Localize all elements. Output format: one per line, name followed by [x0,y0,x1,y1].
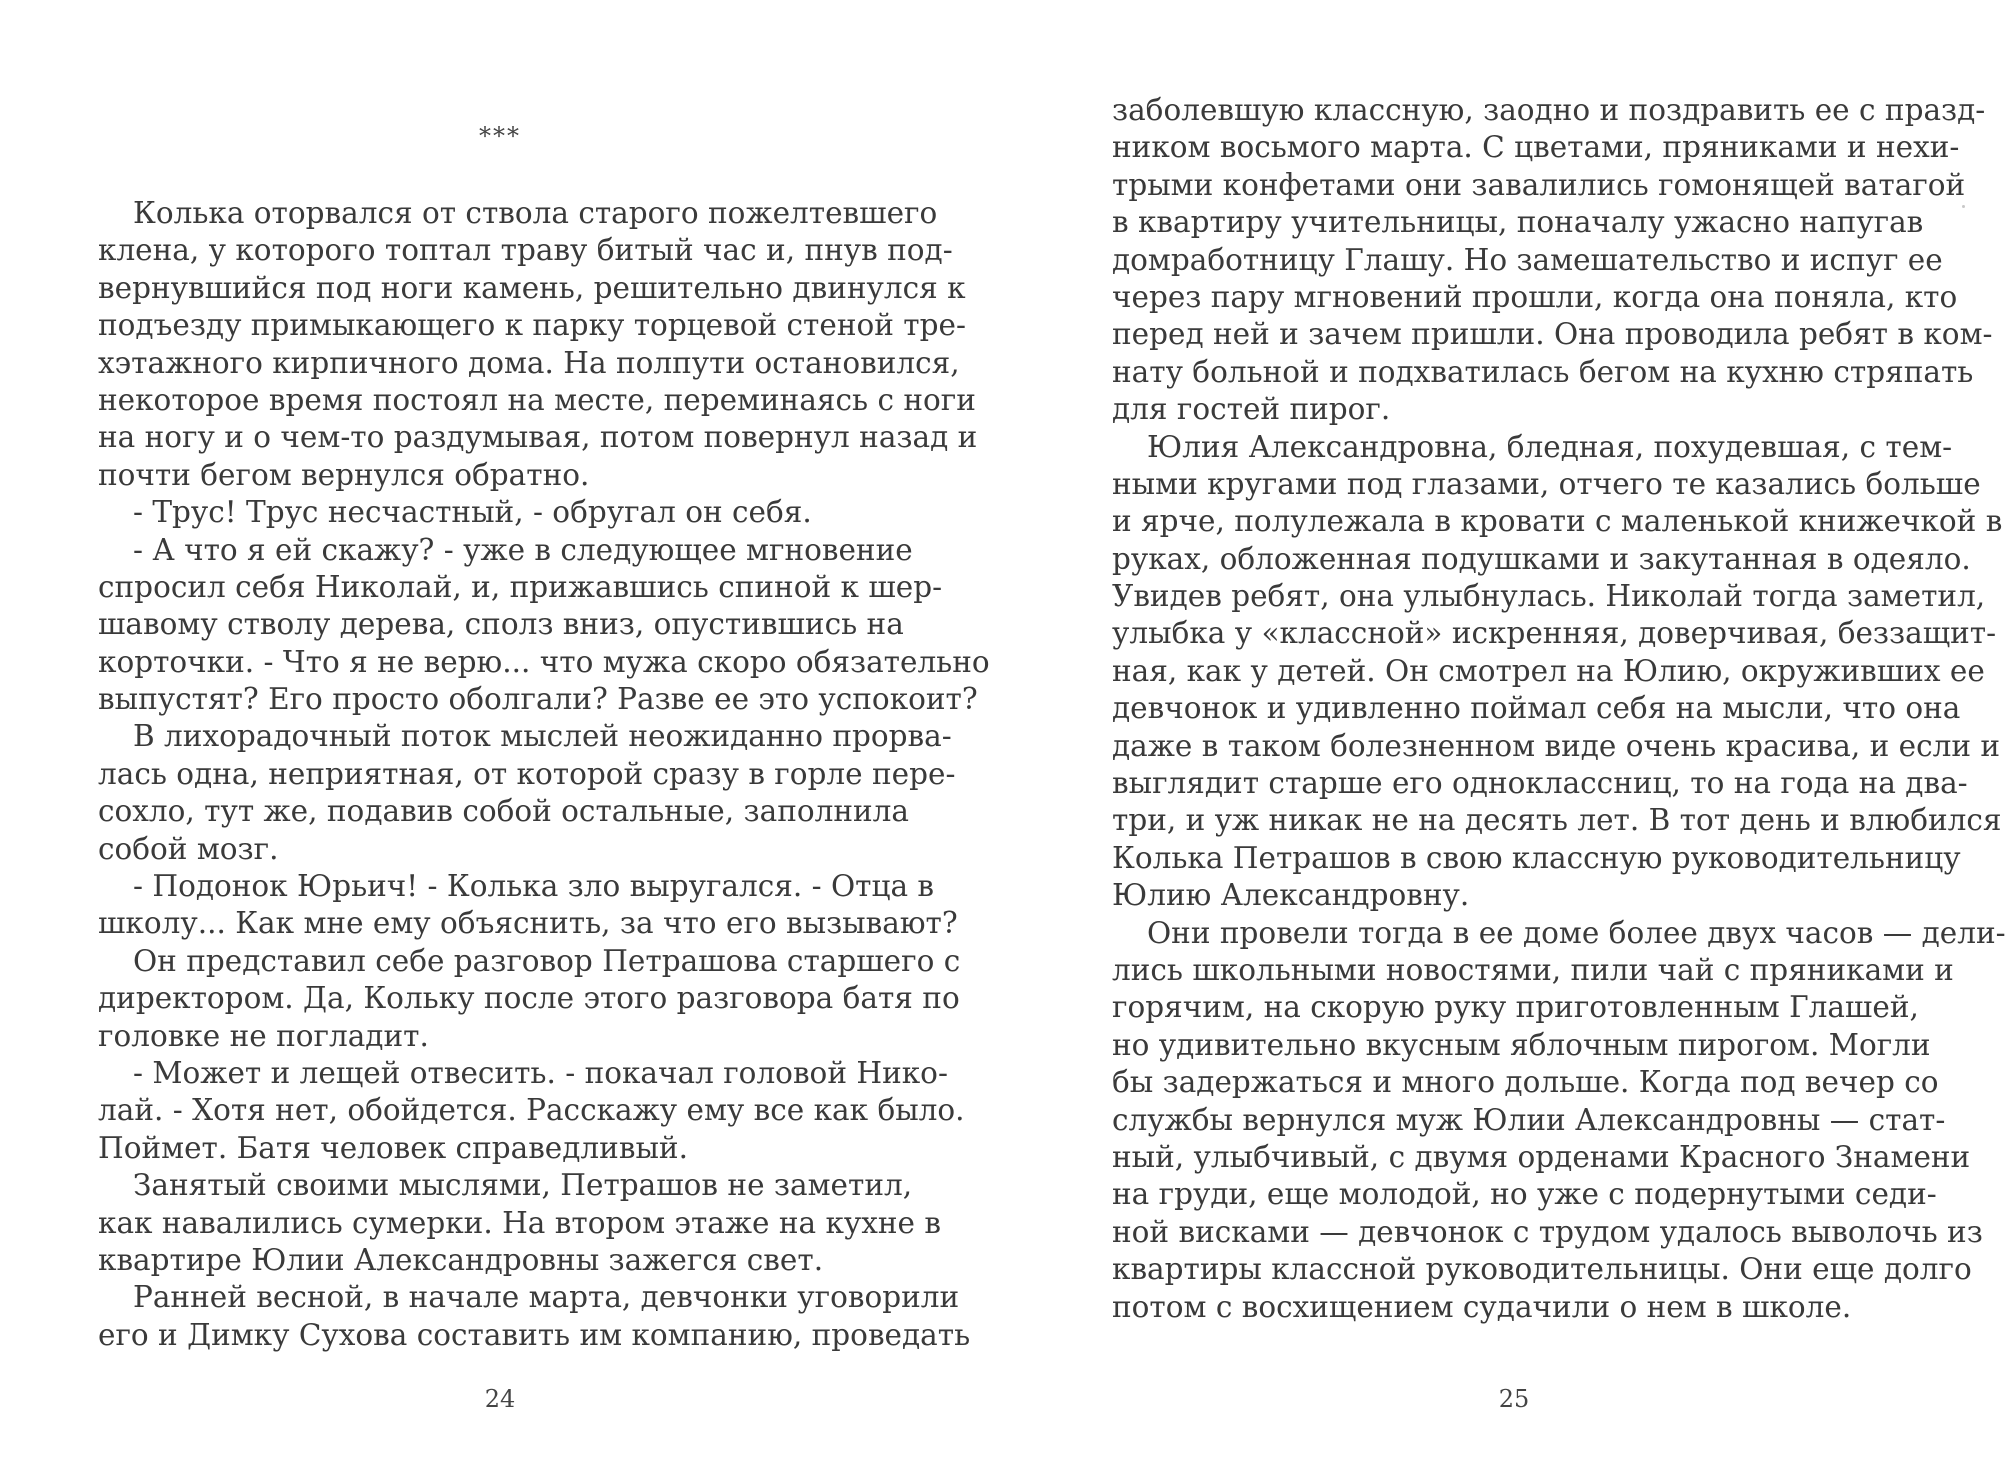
text-line: - А что я ей скажу? - уже в следующее мгновение [133,532,913,567]
text-line: на ногу и о чем-то раздумывая, потом повернул назад и [98,420,978,455]
text-line: ником восьмого марта. С цветами, пряниками и нехи- [1112,130,1960,165]
right-page-text [1112,92,2006,1326]
text-line: шавому стволу дерева, сполз вниз, опустившись на [98,607,904,642]
text-line: как навалились сумерки. На втором этаже на кухне в [98,1205,941,1240]
text-line: Занятый своими мыслями, Петрашов не заметил, [133,1168,913,1203]
text-line: вернувшийся под ноги камень, решительно двинулся к [98,270,966,305]
text-line: выглядит старше его одноклассниц, то на года на два- [1112,766,1968,801]
right-page [1112,0,2006,1468]
text-line: квартире Юлии Александровны зажегся свет. [98,1242,824,1277]
text-line: лись школьными новостями, пили чай с пряниками и [1112,952,1954,987]
text-line: корточки. - Что я не верю... что мужа скоро обязательно [98,644,990,679]
text-line: - Подонок Юрьич! - Колька зло выругался. - Отца в [133,869,935,904]
text-line: ной висками — девчонок с трудом удалось выволочь из [1112,1214,1983,1249]
text-line: Поймет. Батя человек справедливый. [98,1130,688,1165]
text-line: но удивительно вкусным яблочным пирогом. Могли [1112,1027,1931,1062]
text-line: - Может и лещей отвесить. - покачал головой Нико- [133,1055,948,1090]
text-line: головке не погладит. [98,1018,429,1053]
text-line: собой мозг. [98,831,279,866]
text-line: улыбка у «классной» искренняя, доверчивая, беззащит- [1112,616,1997,651]
text-line: перед ней и зачем пришли. Она проводила ребят в ком- [1112,317,1993,352]
text-line: клена, у которого топтал траву битый час и, пнув под- [98,233,953,268]
text-line: В лихорадочный поток мыслей неожиданно прорва- [133,719,952,754]
text-line: - Трус! Трус несчастный, - обругал он себя. [133,495,812,530]
page-number: 25 [1498,1385,1530,1413]
text-line: на груди, еще молодой, но уже с подернутыми седи- [1112,1177,1937,1212]
text-line: даже в таком болезненном виде очень красива, и если и [1112,728,2001,763]
section-break: *** [479,122,521,150]
text-line: его и Димку Сухова составить им компанию, проведать [98,1317,971,1352]
text-line: Ранней весной, в начале марта, девчонки уговорили [133,1280,960,1315]
text-line: хэтажного кирпичного дома. На полпути остановился, [98,345,960,380]
text-line: подъезду примыкающего к парку торцевой стеной тре- [98,308,966,343]
text-line: лась одна, неприятная, от которой сразу в горле пере- [98,756,956,791]
text-line: для гостей пирог. [1112,392,1391,427]
text-line: Увидев ребят, она улыбнулась. Николай тогда заметил, [1112,579,1986,614]
text-line: потом с восхищением судачили о нем в школе. [1112,1289,1852,1324]
text-line: Колька оторвался от ствола старого пожелтевшего [133,196,938,230]
text-line: через пару мгновений прошли, когда она поняла, кто [1112,279,1958,314]
text-line: сохло, тут же, подавив собой остальные, заполнила [98,794,910,829]
text-line: директором. Да, Кольку после этого разговора батя по [98,981,960,1016]
text-line: нату больной и подхватилась бегом на кухню стряпать [1112,354,1974,389]
text-line: в квартиру учительницы, поначалу ужасно напугав [1112,205,1924,240]
text-line: школу... Как мне ему объяснить, за что его вызывают? [98,906,958,941]
text-line: спросил себя Николай, и, прижавшись спиной к шер- [98,569,943,604]
text-line: бы задержаться и много дольше. Когда под вечер со [1112,1065,1939,1100]
text-line: службы вернулся муж Юлии Александровны — стат- [1112,1102,1946,1137]
text-line: три, и уж никак не на десять лет. В тот день и влюбился [1112,803,2002,838]
text-line: выпустят? Его просто оболгали? Разве ее это успокоит? [98,682,978,717]
page-number: 24 [484,1385,516,1413]
text-line: ными кругами под глазами, отчего те казались больше [1112,466,1981,501]
text-line: Они провели тогда в ее доме более двух часов — дели- [1147,915,2006,950]
left-page-text [98,195,990,1354]
text-line: Юлию Александровну. [1112,878,1470,913]
text-line: Колька Петрашов в свою классную руководительницу [1112,840,1961,875]
scan-speck [1962,205,1965,208]
text-line: Он представил себе разговор Петрашова старшего с [133,943,961,978]
text-line: и ярче, полулежала в кровати с маленькой книжечкой в [1112,504,2003,539]
text-line: квартиры классной руководительницы. Они еще долго [1112,1252,1972,1287]
text-line: ный, улыбчивый, с двумя орденами Красного Знамени [1112,1139,1971,1174]
text-line: горячим, на скорую руку приготовленным Глашей, [1112,990,1919,1025]
text-line: трыми конфетами они завалились гомонящей ватагой [1112,167,1966,202]
text-line: некоторое время постоял на месте, переминаясь с ноги [98,382,976,417]
text-line: заболевшую классную, заодно и поздравить ее с празд- [1112,93,1986,127]
left-page [98,0,990,1468]
text-line: Юлия Александровна, бледная, похудевшая, с тем- [1147,429,1953,464]
text-line: почти бегом вернулся обратно. [98,457,590,492]
text-line: руках, обложенная подушками и закутанная в одеяло. [1112,541,1971,576]
text-line: девчонок и удивленно поймал себя на мысли, что она [1112,691,1961,726]
text-line: лай. - Хотя нет, обойдется. Расскажу ему все как было. [98,1093,965,1128]
text-line: домработницу Глашу. Но замешательство и испуг ее [1112,242,1943,277]
text-line: ная, как у детей. Он смотрел на Юлию, окруживших ее [1112,653,1985,688]
